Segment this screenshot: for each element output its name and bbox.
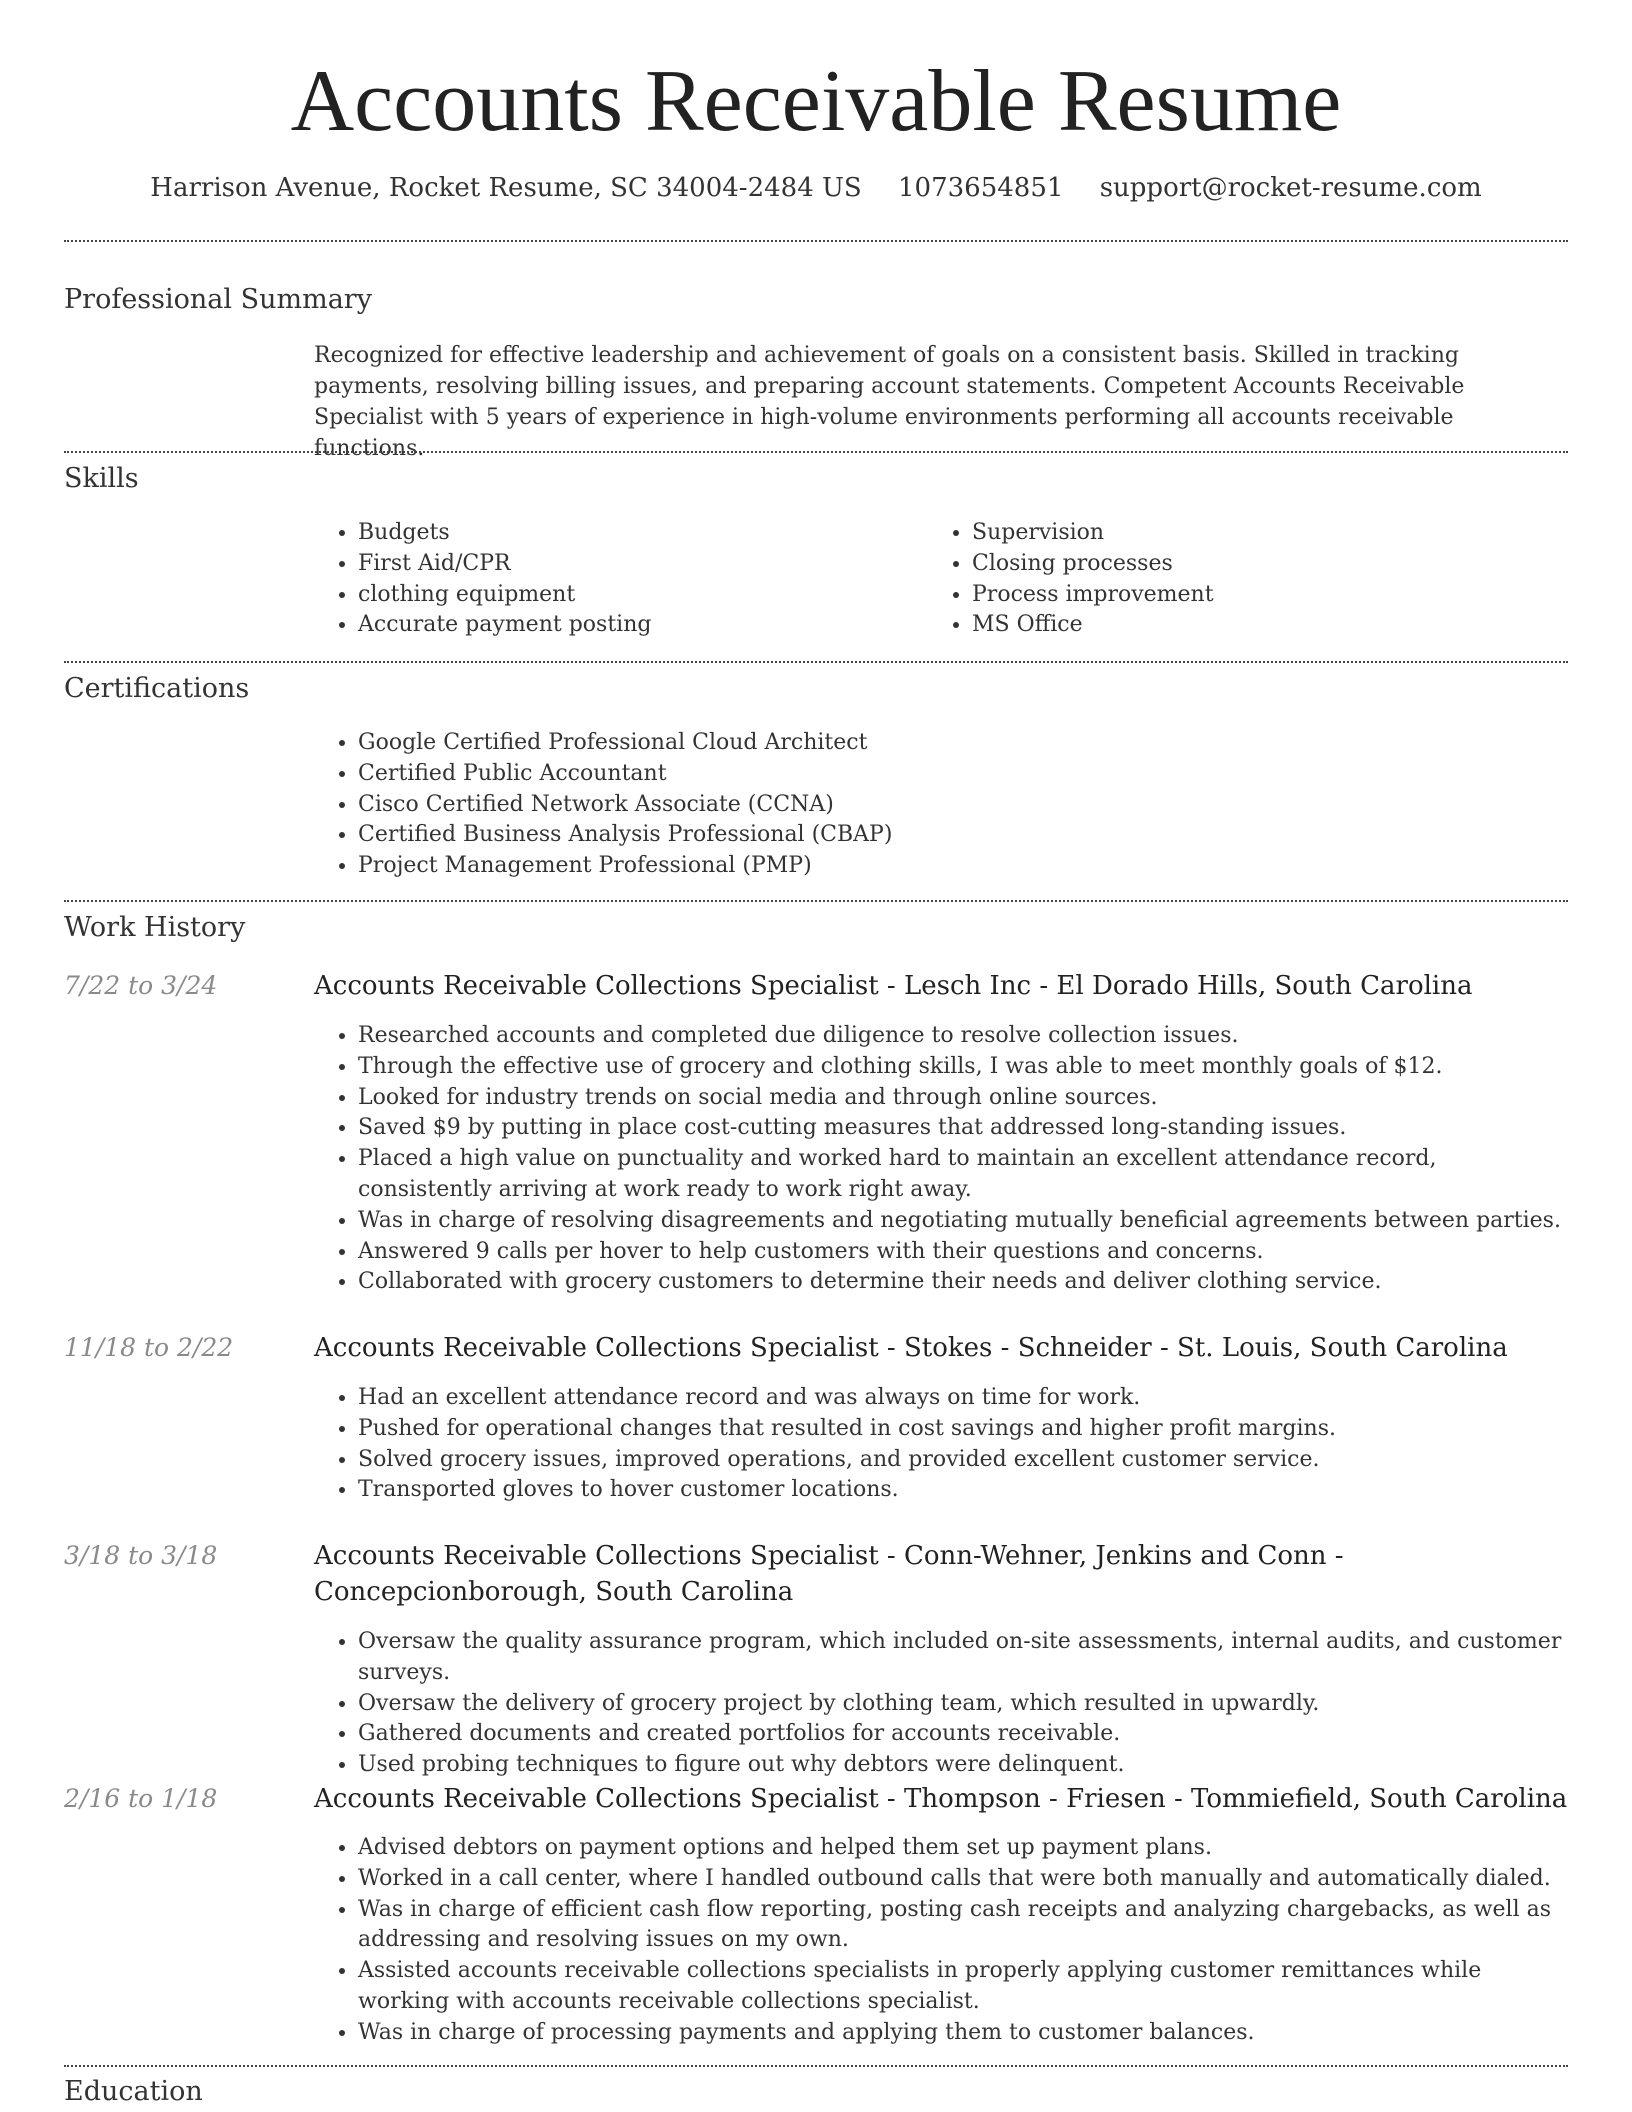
job-bullet: • Solved grocery issues, improved operations, and provided excellent customer service. (358, 1445, 1568, 1476)
resume-title: Accounts Receivable Resume (290, 53, 1342, 150)
work-history-heading: Work History (64, 912, 246, 943)
skills-heading: Skills (64, 463, 139, 494)
job-bullet: • Collaborated with grocery customers to determine their needs and deliver clothing service. (358, 1267, 1568, 1298)
job-bullet: • Advised debtors on payment options and helped them set up payment plans. (358, 1833, 1568, 1864)
job-bullet: • Pushed for operational changes that resulted in cost savings and higher profit margins. (358, 1414, 1568, 1445)
job-bullet: • Oversaw the quality assurance program, which included on-site assessments, internal audits, and customer surveys. (358, 1627, 1568, 1689)
job-bullet: • Researched accounts and completed due diligence to resolve collection issues. (358, 1021, 1568, 1052)
job-title: Accounts Receivable Collections Specialist - Thompson - Friesen - Tommiefield, South Carolina (314, 1784, 1568, 1814)
skill-item: • Closing processes (972, 549, 1572, 580)
job-bullets (314, 1627, 1568, 1781)
skill-item: • Supervision (972, 518, 1572, 549)
certifications-heading: Certifications (64, 673, 250, 704)
job-bullet: • Was in charge of resolving disagreements and negotiating mutually beneficial agreements between parties. (358, 1206, 1568, 1237)
certification-item: • Project Management Professional (PMP) (358, 851, 1568, 882)
job-bullet: • Answered 9 calls per hover to help customers with their questions and concerns. (358, 1237, 1568, 1268)
job-bullet: • Was in charge of processing payments and applying them to customer balances. (358, 2018, 1568, 2049)
job-bullet: • Was in charge of efficient cash flow reporting, posting cash receipts and analyzing chargebacks, as well as addressing and resolving issues on my own. (358, 1895, 1568, 1957)
section-divider (64, 900, 1568, 902)
section-divider (64, 451, 1568, 453)
section-divider (64, 2065, 1568, 2067)
job-bullet: • Used probing techniques to figure out why debtors were delinquent. (358, 1750, 1568, 1781)
skill-item: • First Aid/CPR (358, 549, 918, 580)
job-dates: 7/22 to 3/24 (64, 971, 218, 1000)
contact-address: Harrison Avenue, Rocket Resume, SC 34004-2484 US (150, 173, 862, 203)
certification-item: • Certified Business Analysis Professional (CBAP) (358, 820, 1568, 851)
skills-list-right (928, 518, 1572, 641)
job-bullet: • Through the effective use of grocery and clothing skills, I was able to meet monthly goals of $12. (358, 1052, 1568, 1083)
skill-item: • Process improvement (972, 580, 1572, 611)
summary-heading: Professional Summary (64, 284, 372, 315)
job-bullet: • Transported gloves to hover customer locations. (358, 1475, 1568, 1506)
job-title: Accounts Receivable Collections Specialist - Conn-Wehner, Jenkins and Conn - Concepcionborough, South Carolina (314, 1541, 1344, 1607)
skill-item: • Accurate payment posting (358, 610, 918, 641)
skill-item: • MS Office (972, 610, 1572, 641)
job-bullet: • Worked in a call center, where I handled outbound calls that were both manually and automatically dialed. (358, 1864, 1568, 1895)
job-title: Accounts Receivable Collections Specialist - Stokes - Schneider - St. Louis, South Carolina (314, 1333, 1508, 1363)
job-bullets (314, 1383, 1568, 1506)
job-bullets (314, 1833, 1568, 2049)
contact-email: support@rocket-resume.com (1099, 173, 1482, 203)
skill-item: • clothing equipment (358, 580, 918, 611)
skill-item: • Budgets (358, 518, 918, 549)
job-bullet: • Looked for industry trends on social media and through online sources. (358, 1083, 1568, 1114)
contact-phone: 1073654851 (898, 173, 1064, 203)
section-divider (64, 240, 1568, 242)
job-bullets (314, 1021, 1568, 1298)
education-heading: Education (64, 2076, 203, 2107)
certification-item: • Google Certified Professional Cloud Architect (358, 728, 1568, 759)
job-bullet: • Gathered documents and created portfolios for accounts receivable. (358, 1719, 1568, 1750)
certification-item: • Cisco Certified Network Associate (CCNA) (358, 790, 1568, 821)
skills-list-left (314, 518, 918, 641)
certification-item: • Certified Public Accountant (358, 759, 1568, 790)
job-dates: 2/16 to 1/18 (64, 1784, 218, 1813)
contact-line (0, 170, 1632, 206)
job-bullet: • Oversaw the delivery of grocery project by clothing team, which resulted in upwardly. (358, 1689, 1568, 1720)
summary-text: Recognized for effective leadership and achievement of goals on a consistent basis. Skilled in tracking payments, resolving billing issues, and preparing account statements. Competent Accounts Receivable Specialist with 5 years of experience in high-volume environments performing all accounts receivable functions. (314, 343, 1465, 461)
job-bullet: • Placed a high value on punctuality and worked hard to maintain an excellent attendance record, consistently arriving at work ready to work right away. (358, 1144, 1568, 1206)
job-dates: 11/18 to 2/22 (64, 1333, 234, 1362)
job-bullet: • Saved $9 by putting in place cost-cutting measures that addressed long-standing issues. (358, 1113, 1568, 1144)
job-dates: 3/18 to 3/18 (64, 1541, 218, 1570)
certifications-list (314, 728, 1568, 882)
job-title: Accounts Receivable Collections Specialist - Lesch Inc - El Dorado Hills, South Carolina (314, 971, 1473, 1001)
job-bullet: • Assisted accounts receivable collections specialists in properly applying customer remittances while working with accounts receivable collections specialist. (358, 1956, 1568, 2018)
job-bullet: • Had an excellent attendance record and was always on time for work. (358, 1383, 1568, 1414)
section-divider (64, 661, 1568, 663)
